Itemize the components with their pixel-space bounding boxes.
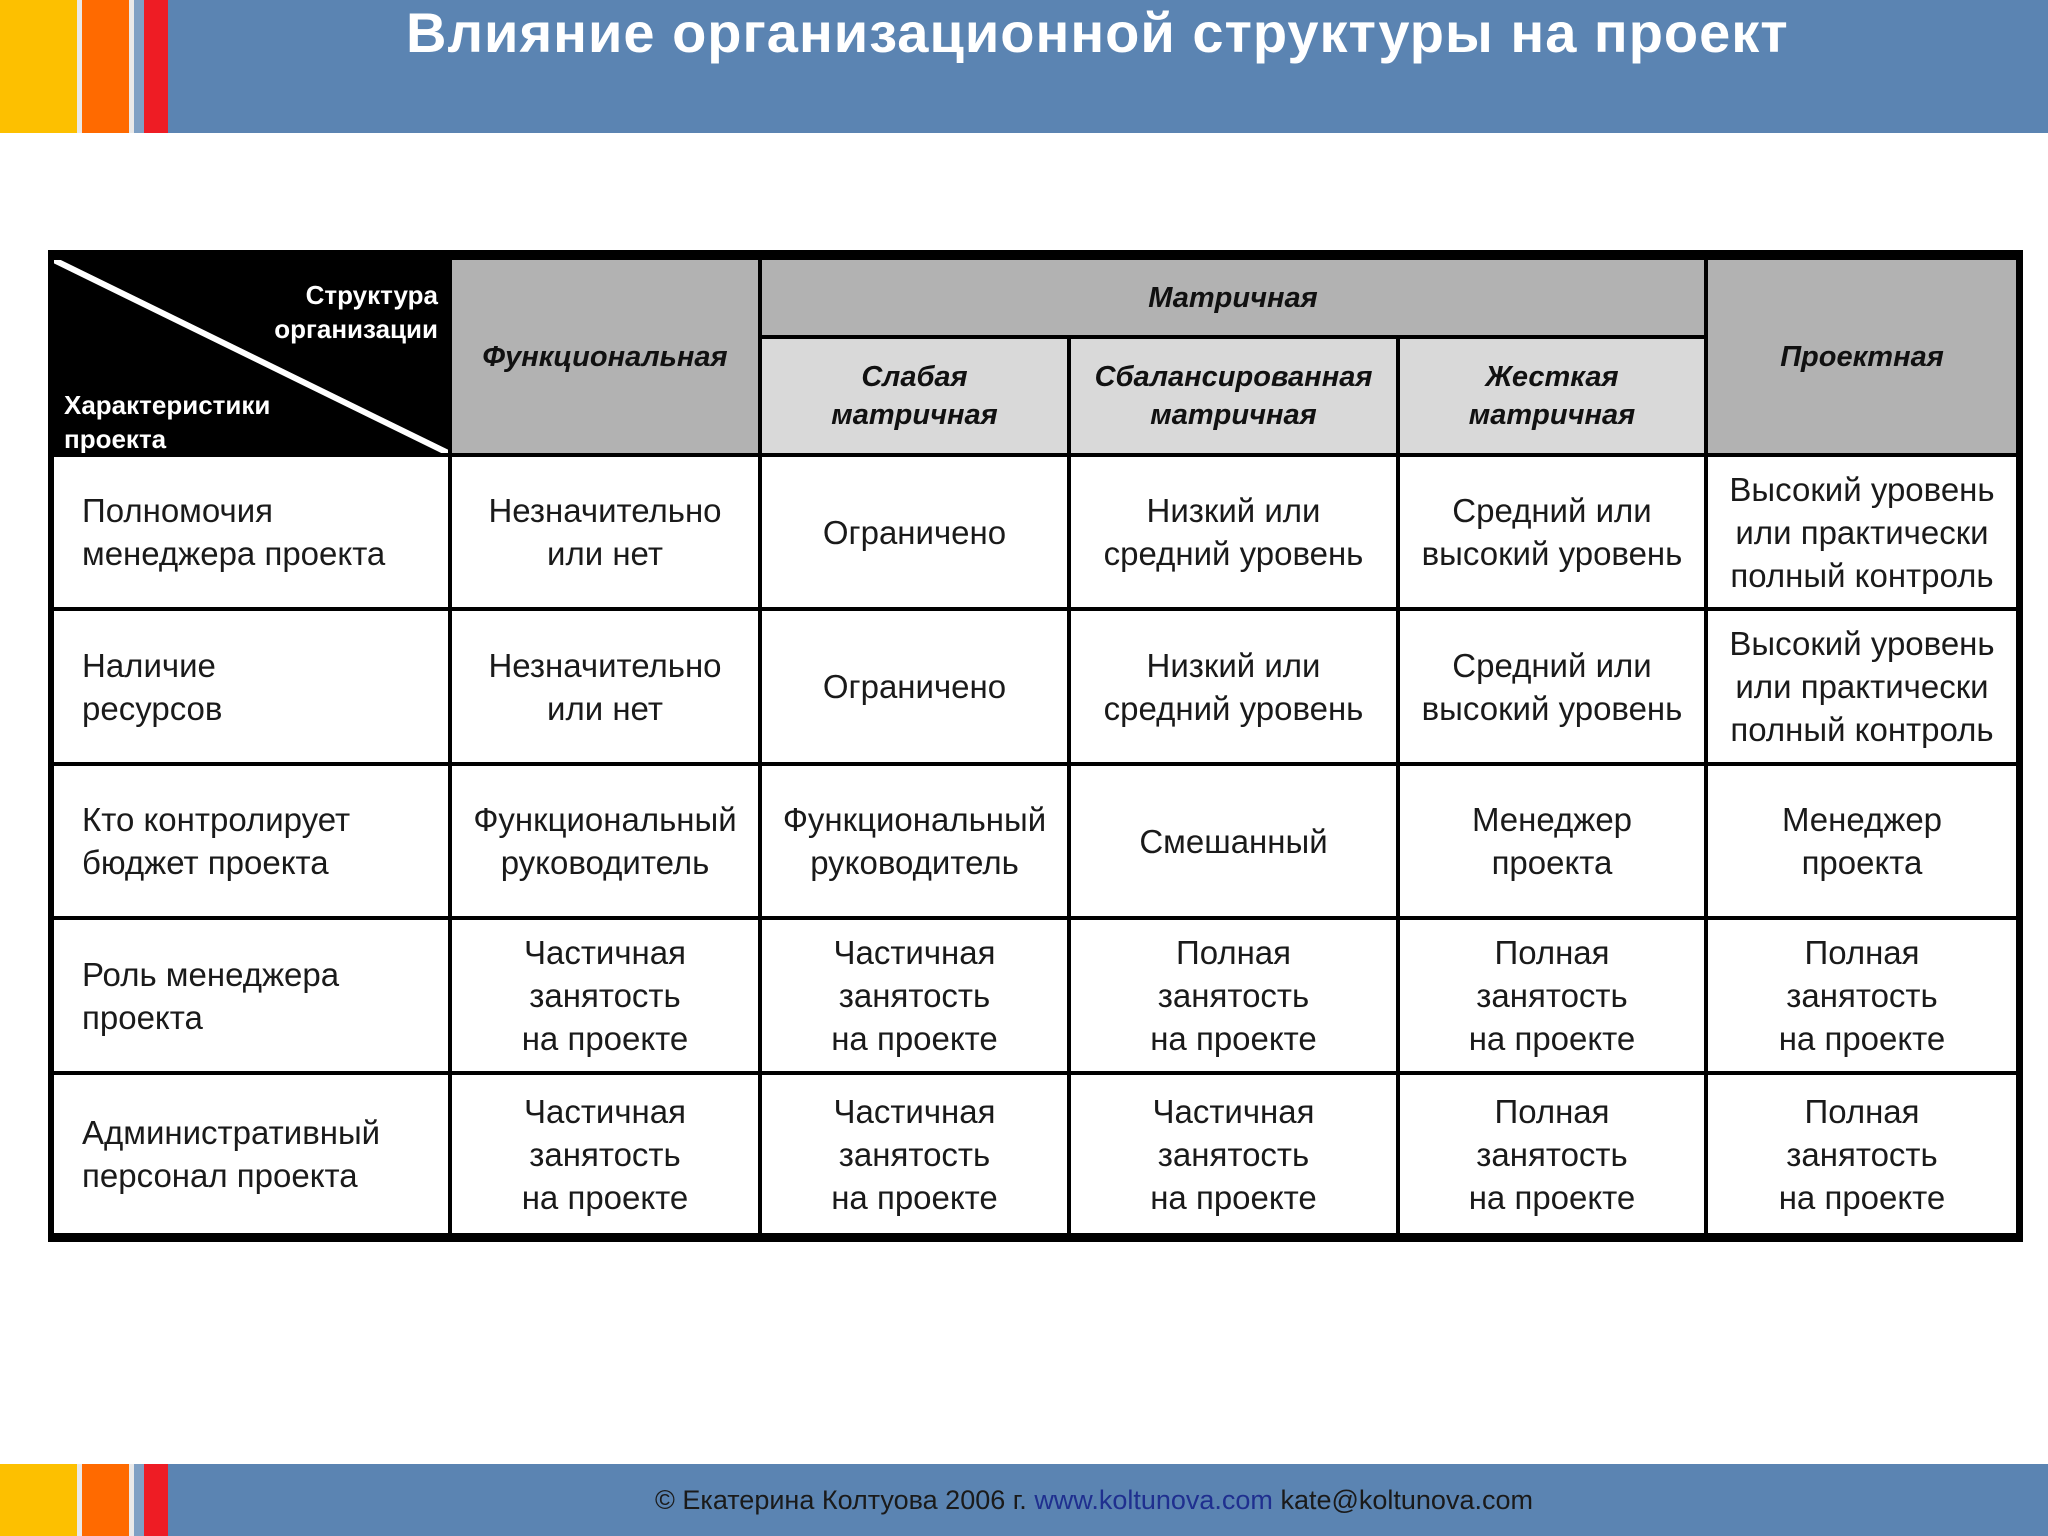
table-cell bbox=[1071, 766, 1396, 916]
cell-line: на проекте bbox=[1778, 1178, 1946, 1216]
cell-line: Средний или bbox=[1452, 492, 1652, 529]
corner-bottom-line: проекта bbox=[64, 424, 167, 453]
cell-line: Функциональный bbox=[782, 801, 1047, 838]
cell-line: на проекте bbox=[1150, 1178, 1317, 1216]
blue-stripe bbox=[134, 0, 144, 133]
slide-title: Влияние организационной структуры на проект bbox=[406, 1, 1789, 64]
cell-line: на проекте bbox=[521, 1178, 689, 1216]
row-label-line: менеджера проекта bbox=[82, 535, 386, 572]
table-cell bbox=[1071, 611, 1396, 762]
header-balanced-line: Сбалансированная bbox=[1094, 361, 1373, 393]
corner-structure-label bbox=[274, 278, 438, 346]
cell-line: или практически bbox=[1735, 513, 1989, 551]
cell-line: занятость bbox=[1786, 1135, 1938, 1173]
cell-line: Функциональный bbox=[473, 801, 737, 838]
row-label-line: персонал проекта bbox=[82, 1157, 358, 1194]
cell-line: Смешанный bbox=[1139, 822, 1328, 860]
corner-top-line: Структура bbox=[305, 280, 438, 310]
row-label-line: Наличие bbox=[82, 646, 216, 684]
table-cell bbox=[1400, 1075, 1704, 1233]
cell-line: высокий уровень bbox=[1421, 689, 1683, 727]
cell-line: Полная bbox=[1804, 1092, 1920, 1130]
cell-line: или нет bbox=[547, 689, 663, 727]
row-label-pm-role bbox=[54, 920, 448, 1071]
header-matrix-label: Матричная bbox=[1148, 281, 1318, 314]
footer-email-link[interactable]: kate@koltunova.com bbox=[1280, 1484, 1533, 1515]
header-strong-matrix bbox=[1400, 339, 1704, 453]
cell-line: Полная bbox=[1804, 934, 1920, 971]
cell-line: Ограничено bbox=[822, 668, 1007, 705]
table-cell bbox=[452, 611, 758, 762]
header-projectized bbox=[1708, 260, 2016, 453]
cell-line: или нет bbox=[547, 535, 663, 572]
row-label-pm-authority bbox=[54, 457, 448, 607]
cell-line: Полная bbox=[1494, 934, 1610, 971]
header-weak-line: Слабая bbox=[861, 361, 968, 393]
footer-text bbox=[0, 1464, 2048, 1536]
row-label-line: Административный bbox=[82, 1114, 381, 1151]
cell-line: на проекте bbox=[1468, 1020, 1636, 1057]
cell-line: Низкий или bbox=[1146, 492, 1321, 529]
cell-line: на проекте bbox=[831, 1178, 998, 1216]
cell-line: занятость bbox=[1157, 1135, 1310, 1173]
cell-line: Незначительно bbox=[488, 646, 722, 684]
table-cell bbox=[1708, 611, 2016, 762]
header-weak-matrix bbox=[762, 339, 1067, 453]
cell-line: проекта bbox=[1491, 844, 1613, 881]
cell-line: Полная bbox=[1494, 1092, 1610, 1130]
cell-line: на проекте bbox=[831, 1020, 998, 1057]
cell-line: Частичная bbox=[833, 1092, 996, 1130]
row-label-line: Роль менеджера bbox=[82, 955, 340, 993]
header-matrix-group bbox=[762, 260, 1704, 335]
cell-line: на проекте bbox=[1468, 1178, 1636, 1216]
cell-line: или практически bbox=[1735, 668, 1989, 705]
orange-stripe bbox=[82, 0, 129, 133]
table-cell bbox=[1071, 920, 1396, 1071]
cell-line: Менеджер bbox=[1471, 801, 1633, 838]
decorative-stripes bbox=[0, 0, 175, 133]
corner-characteristics-label bbox=[64, 388, 270, 453]
header-strong-line: Жесткая bbox=[1485, 361, 1619, 393]
table-cell bbox=[452, 766, 758, 916]
row-label-budget-control bbox=[54, 766, 448, 916]
table-cell bbox=[762, 611, 1067, 762]
table-cell bbox=[1400, 611, 1704, 762]
cell-line: Менеджер bbox=[1781, 801, 1943, 838]
table-cell bbox=[1400, 766, 1704, 916]
header-projectized-label: Проектная bbox=[1780, 340, 1944, 373]
row-label-line: проекта bbox=[82, 998, 203, 1036]
table-cell bbox=[1400, 457, 1704, 607]
table-cell bbox=[1708, 457, 2016, 607]
table-cell bbox=[452, 920, 758, 1071]
table-cell bbox=[1071, 457, 1396, 607]
cell-line: на проекте bbox=[521, 1020, 689, 1057]
footer-spacer bbox=[1273, 1485, 1281, 1516]
table-cell bbox=[762, 766, 1067, 916]
cell-line: высокий уровень bbox=[1421, 535, 1683, 572]
row-label-line: бюджет проекта bbox=[82, 844, 329, 881]
row-label-line: Кто контролирует bbox=[82, 801, 351, 838]
row-label-admin-staff bbox=[54, 1075, 448, 1233]
header-balanced-matrix bbox=[1071, 339, 1396, 453]
table-cell bbox=[452, 457, 758, 607]
cell-line: занятость bbox=[838, 977, 991, 1014]
yellow-stripe bbox=[0, 0, 77, 133]
cell-line: полный контроль bbox=[1730, 711, 1994, 748]
cell-line: Частичная bbox=[523, 934, 687, 971]
table-cell bbox=[1400, 920, 1704, 1071]
cell-line: Незначительно bbox=[488, 492, 722, 529]
cell-line: занятость bbox=[1476, 1135, 1628, 1173]
table-cell bbox=[452, 1075, 758, 1233]
row-label-resource-availability bbox=[54, 611, 448, 762]
row-label-line: ресурсов bbox=[82, 689, 223, 727]
cell-line: полный контроль bbox=[1730, 556, 1994, 594]
cell-line: проекта bbox=[1801, 844, 1923, 881]
footer-copyright: © Екатерина Колтуова 2006 г. bbox=[655, 1484, 1027, 1515]
header-weak-line: матричная bbox=[831, 399, 998, 431]
cell-line: средний уровень bbox=[1103, 535, 1364, 572]
slide-header bbox=[0, 0, 2048, 133]
cell-line: занятость bbox=[529, 977, 681, 1014]
row-label-line: Полномочия bbox=[82, 492, 273, 529]
cell-line: Высокий уровень bbox=[1729, 625, 1995, 662]
table-cell bbox=[762, 1075, 1067, 1233]
header-strong-line: матричная bbox=[1468, 399, 1636, 431]
footer-website-link[interactable]: www.koltunova.com bbox=[1034, 1484, 1273, 1515]
cell-line: Частичная bbox=[1152, 1092, 1315, 1130]
cell-line: Частичная bbox=[833, 934, 996, 971]
corner-bottom-line: Характеристики bbox=[64, 390, 271, 420]
cell-line: Высокий уровень bbox=[1729, 470, 1995, 508]
cell-line: занятость bbox=[1157, 977, 1310, 1014]
slide-footer bbox=[0, 1464, 2048, 1536]
cell-line: средний уровень bbox=[1103, 689, 1364, 727]
cell-line: Ограничено bbox=[822, 513, 1007, 551]
corner-header-cell bbox=[54, 260, 448, 453]
corner-top-line: организации bbox=[274, 314, 438, 344]
cell-line: Полная bbox=[1175, 934, 1292, 971]
cell-line: Частичная bbox=[523, 1092, 687, 1130]
org-structure-table bbox=[48, 250, 2023, 1242]
cell-line: Средний или bbox=[1452, 646, 1652, 684]
cell-line: занятость bbox=[1476, 977, 1628, 1014]
table-cell bbox=[762, 920, 1067, 1071]
header-functional bbox=[452, 260, 758, 453]
table-cell bbox=[1071, 1075, 1396, 1233]
table-cell bbox=[762, 457, 1067, 607]
table-cell bbox=[1708, 766, 2016, 916]
cell-line: на проекте bbox=[1150, 1020, 1317, 1057]
cell-line: руководитель bbox=[810, 844, 1019, 881]
cell-line: руководитель bbox=[500, 844, 710, 881]
cell-line: занятость bbox=[1786, 977, 1938, 1014]
cell-line: занятость bbox=[838, 1135, 991, 1173]
header-balanced-line: матричная bbox=[1150, 399, 1317, 431]
table-cell bbox=[1708, 1075, 2016, 1233]
cell-line: занятость bbox=[529, 1135, 681, 1173]
red-stripe bbox=[144, 0, 168, 133]
cell-line: на проекте bbox=[1778, 1020, 1946, 1057]
table-cell bbox=[1708, 920, 2016, 1071]
header-functional-label: Функциональная bbox=[482, 340, 728, 373]
cell-line: Низкий или bbox=[1146, 646, 1321, 684]
